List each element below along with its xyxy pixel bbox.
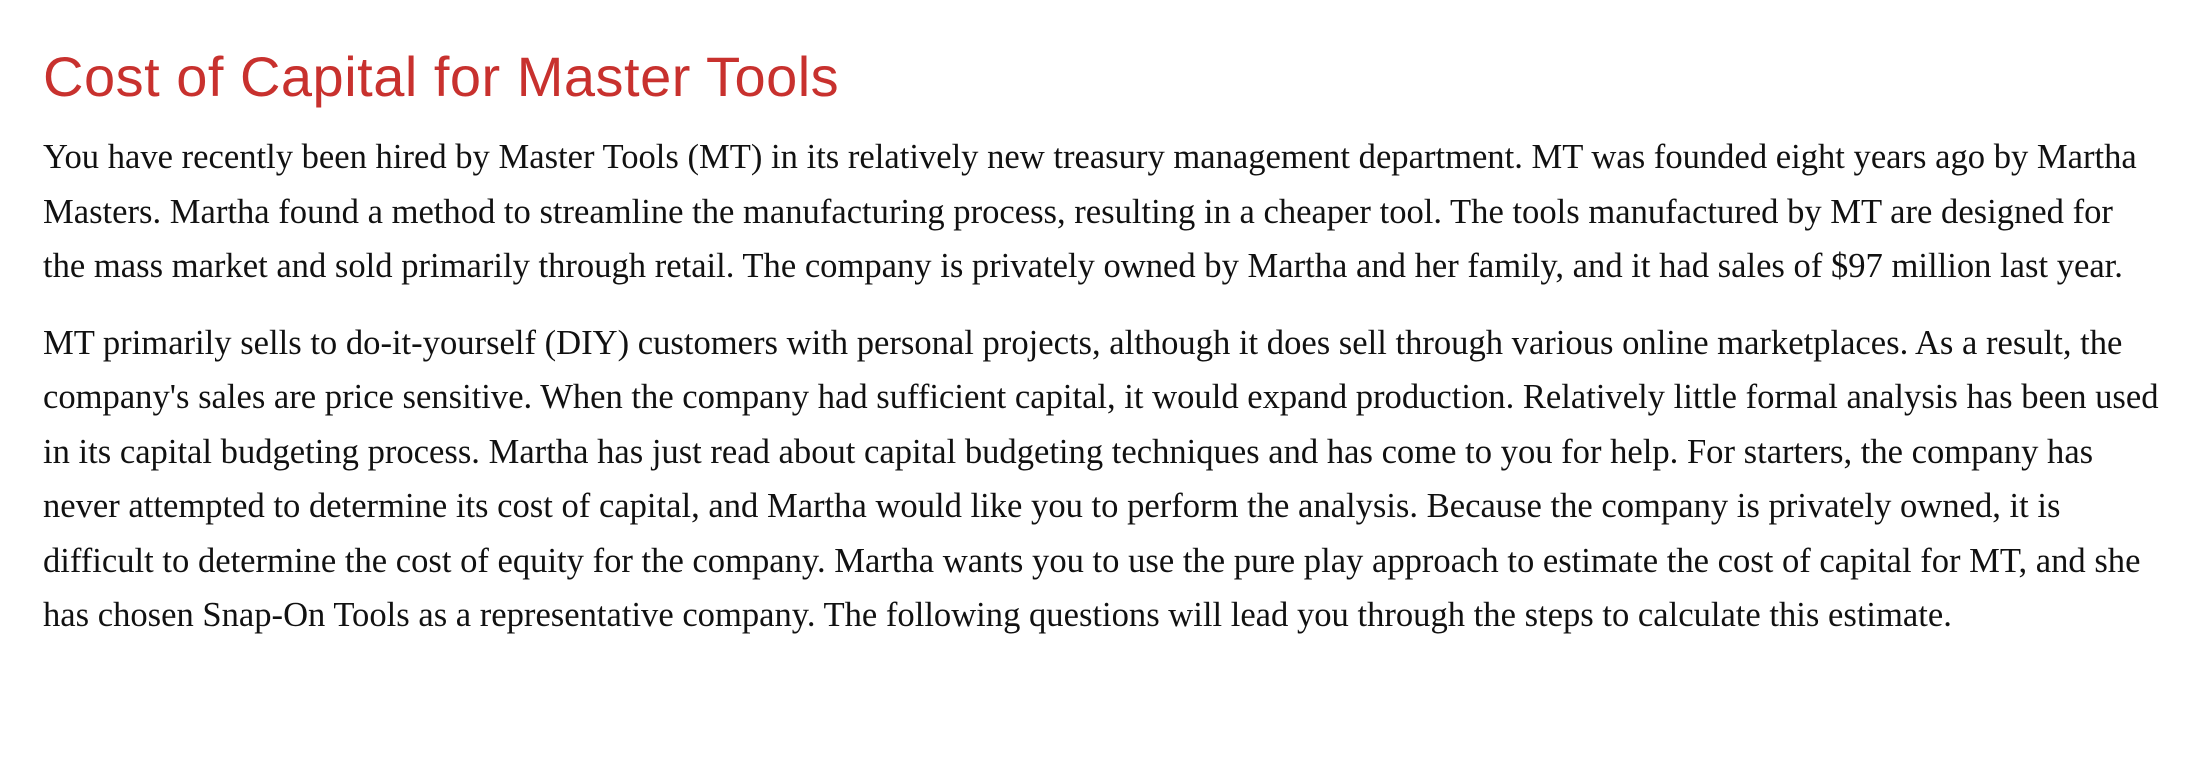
page-title: Cost of Capital for Master Tools: [43, 45, 840, 108]
intro-paragraph: You have recently been hired by Master Tools (MT) in its relatively new treasury management department. MT was founded eight years ago by Martha Masters. Martha found a method to streamline the manufacturing process, resulting in a cheaper tool. The tools manufactured by MT are designed for the mass market and sold primarily through retail. The company is privately owned by Martha and her family, and it had sales of $97 million last year.: [43, 138, 2137, 285]
document-content: [43, 38, 2163, 665]
background-paragraph: MT primarily sells to do-it-yourself (DIY) customers with personal projects, although it does sell through various online marketplaces. As a result, the company's sales are price sensitive. When the company had sufficient capital, it would expand production. Relatively little formal analysis has been used in its capital budgeting process. Martha has just read about capital budgeting techniques and has come to you for help. For starters, the company has never attempted to determine its cost of capital, and Martha would like you to perform the analysis. Because the company is privately owned, it is difficult to determine the cost of equity for the company. Martha wants you to use the pure play approach to estimate the cost of capital for MT, and she has chosen Snap-On Tools as a representative company. The following questions will lead you through the steps to calculate this estimate.: [43, 323, 2159, 634]
